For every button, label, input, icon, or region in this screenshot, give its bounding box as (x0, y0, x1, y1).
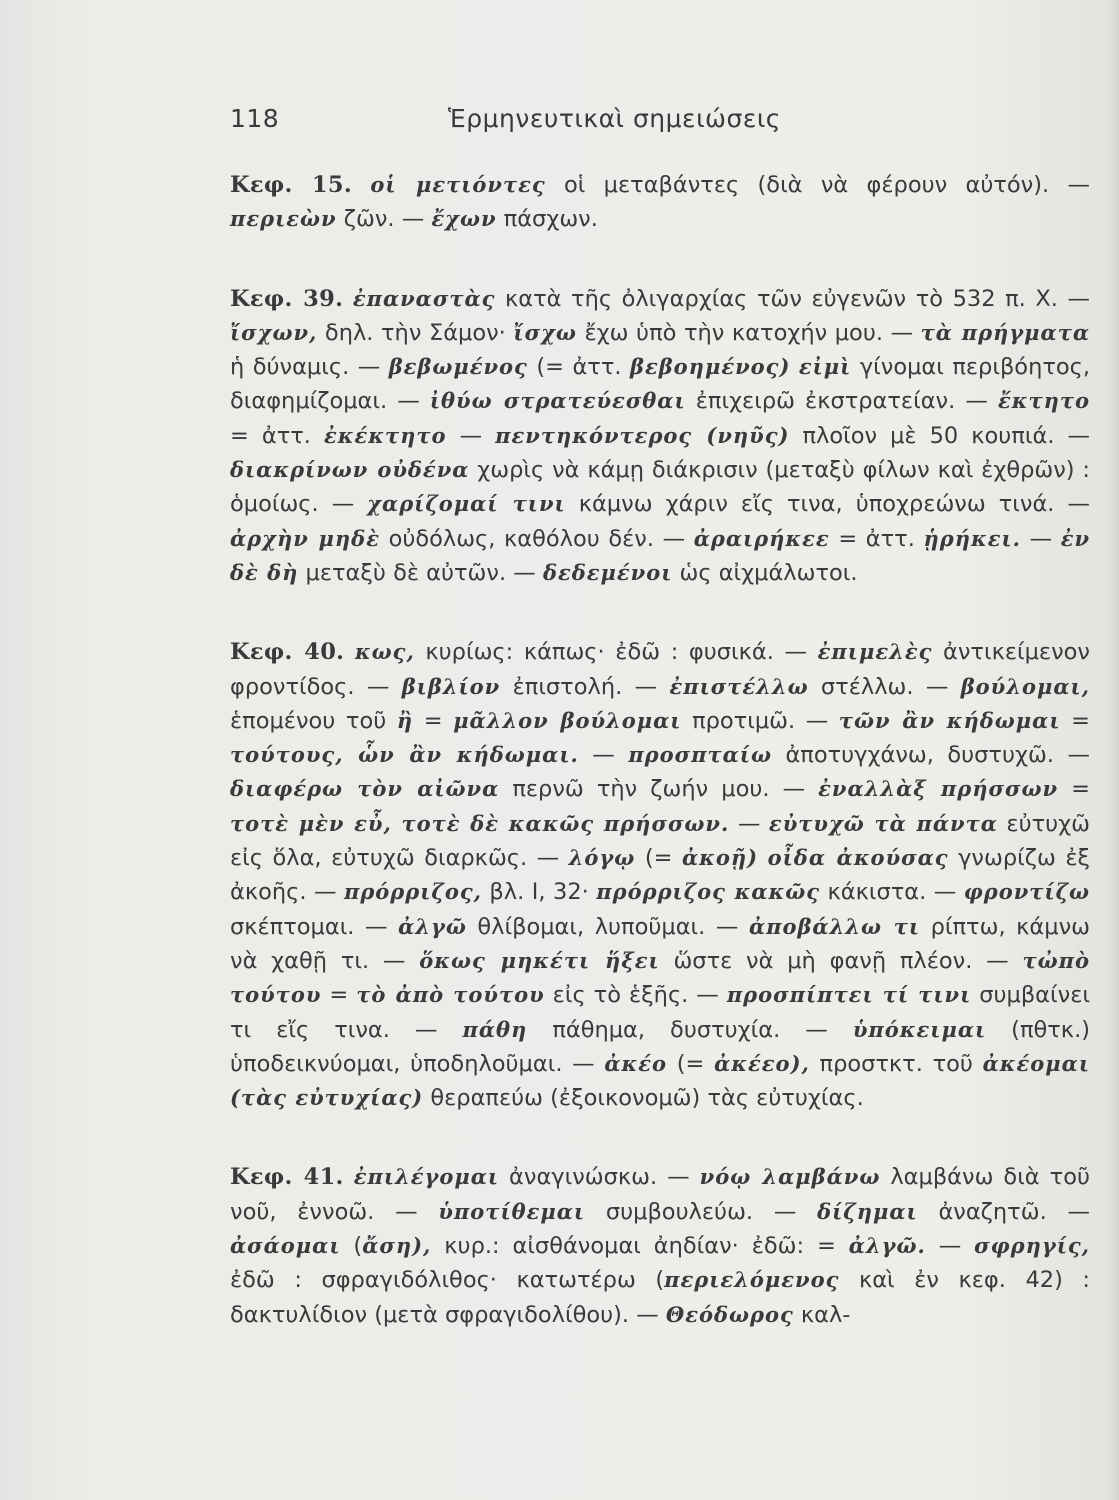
lemma-term: Θεόδωρος (665, 1301, 794, 1327)
gloss-text: κυρίως: κάπως· ἐδῶ : φυσικά. — (414, 639, 818, 666)
lemma-term: βιβλίον (401, 673, 501, 699)
gloss-text: ζῶν. — (336, 206, 432, 233)
lemma-term: ἀκοῇ) (681, 845, 759, 871)
gloss-text: = (1060, 707, 1090, 734)
gloss-text: — (446, 422, 496, 449)
lemma-term: πεντηκόντερος (νηῦς) (495, 422, 790, 448)
page-number: 118 (230, 104, 280, 133)
gloss-text: οἱ μεταβάντες (διὰ νὰ φέρουν αὐτόν). — (545, 172, 1090, 198)
gloss-text: θεραπεύω (ἐξοικονομῶ) τὰς εὐτυχίας. (423, 1085, 864, 1112)
lemma-term: νόῳ λαμβάνω (699, 1164, 881, 1190)
gloss-text: ( (340, 1233, 363, 1260)
lemma-term: τὠπὸ τούτου (230, 947, 1090, 1008)
gloss-text: ἔχω ὑπὸ τὴν κατοχήν μου. — (576, 319, 921, 346)
running-title: Ἑρμηνευτικαὶ σημειώσεις (448, 104, 781, 133)
lemma-term: περιελόμενος (664, 1267, 840, 1293)
lemma-term: εὐτυχῶ τὰ πάντα (768, 810, 998, 836)
lemma-term: ἀρχὴν μηδὲ (230, 525, 380, 551)
gloss-text: = (321, 982, 357, 1009)
commentary-text (230, 168, 1090, 1377)
gloss-text: εὐτυχῶ εἰς ὅλα, εὐτυχῶ διαρκῶς. — (230, 810, 1091, 872)
chapter-paragraph (230, 1160, 1090, 1331)
gloss-text: — (729, 810, 769, 837)
chapter-paragraph (230, 635, 1090, 1115)
gloss-text: συμβουλεύω. — (585, 1198, 818, 1225)
gloss-text: συμβαίνει τι εἴς τινα. — (230, 982, 1090, 1043)
lemma-term: δίζημαι (817, 1198, 918, 1224)
gloss-text: ἡ δύναμις. — (230, 354, 389, 381)
gloss-text: ἀποτυγχάνω, δυστυχῶ. — (771, 742, 1090, 769)
lemma-term: διαφέρω τὸν αἰῶνα (230, 776, 500, 802)
lemma-term: ὅκως μηκέτι ἥξει (419, 947, 660, 973)
gloss-text: = (1058, 776, 1091, 803)
gloss-text (790, 354, 798, 380)
gloss-text: κατὰ τῆς ὀλιγαρχίας τῶν εὐγενῶν τὸ 532 π. Χ. — (495, 285, 1091, 312)
gloss-text: καὶ ἐν κεφ. 42) : δακτυλίδιον (μετὰ σφραγιδολίθου). — (230, 1267, 1090, 1328)
lemma-term: τοτὲ μὲν εὖ, τοτὲ δὲ κακῶς πρήσσων. (230, 810, 730, 836)
lemma-term: διακρίνων οὐδένα (230, 457, 470, 483)
chapter-reference: Κεφ. 40. (230, 639, 345, 666)
lemma-term: περιεὼν (230, 206, 337, 232)
gloss-text: καλ- (793, 1301, 851, 1328)
lemma-term: κως, (354, 639, 415, 665)
lemma-term: ἐπαναστὰς (352, 285, 496, 311)
lemma-term: τὰ πρήγματα (920, 319, 1090, 345)
gloss-text: ὥστε νὰ μὴ φανῇ πλέον. — (659, 947, 1023, 974)
lemma-term: ἀσάομαι (230, 1233, 341, 1259)
lemma-term: οἱ μετιόντες (370, 172, 546, 197)
lemma-term: δεδεμένοι (542, 559, 673, 585)
lemma-term: χαρίζομαί τινι (367, 491, 566, 517)
gloss-text: = ἀττ. (230, 422, 324, 449)
lemma-term: οἶδα ἀκούσας (767, 845, 949, 871)
gloss-text: — (578, 742, 629, 769)
lemma-term: ὑποτίθεμαι (438, 1198, 586, 1224)
page-edge (1105, 0, 1119, 1500)
gloss-text: ἀντικείμενον φροντίδος. — (230, 639, 1090, 700)
chapter-paragraph (230, 282, 1090, 591)
lemma-term: ἴσχω (513, 319, 577, 345)
gloss-text: πλοῖον μὲ 50 κουπιά. — (789, 422, 1090, 449)
lemma-term: ἴσχων, (230, 319, 318, 345)
gloss-text: γνωρίζω ἐξ ἀκοῆς. — (230, 845, 1091, 906)
lemma-term: ἀκέομαι (τὰς εὐτυχίας) (230, 1050, 1090, 1111)
gloss-text: = ἀττ. (829, 525, 924, 552)
gloss-text: πάσχων. (496, 206, 598, 233)
lemma-term: ἀλγῶ. (848, 1233, 926, 1259)
gloss-text: ἐπιστολή. — (500, 673, 670, 700)
lemma-term: τούτους, ὧν ἂν κήδωμαι. (230, 742, 579, 768)
lemma-term: σφρηγίς, (974, 1233, 1090, 1259)
gloss-text: (= (667, 1050, 715, 1077)
lemma-term: ἀκέο (604, 1050, 668, 1076)
lemma-term: ἐπιμελὲς (817, 639, 933, 665)
gloss-text: κυρ.: αἰσθάνομαι ἀηδίαν· ἐδῶ: = (431, 1233, 849, 1260)
gloss-text: λαμβάνω διὰ τοῦ νοῦ, ἐννοῶ. — (230, 1164, 1090, 1225)
lemma-term: ἀποβάλλω τι (748, 913, 921, 939)
lemma-term: ἐπιστέλλω (669, 673, 809, 699)
lemma-term: ἀραιρήκεε (693, 525, 830, 551)
lemma-term: πρόρριζος κακῶς (596, 879, 821, 905)
gloss-text: χωρὶς νὰ κάμῃ διάκρισιν (μεταξὺ φίλων καὶ ἐχθρῶν) : ὁμοίως. — (230, 457, 1090, 518)
gloss-text: ρίπτω, κάμνω νὰ χαθῇ τι. — (230, 913, 1090, 974)
gloss-text: γίνομαι περιβόητος, διαφημίζομαι. — (230, 354, 1090, 415)
gloss-text: οὐδόλως, καθόλου δέν. — (379, 525, 694, 552)
chapter-reference: Κεφ. 41. (230, 1164, 344, 1191)
lemma-term: ἐν δὲ δὴ (230, 525, 1091, 585)
gloss-text: πάθημα, δυστυχία. — (527, 1016, 853, 1043)
lemma-term: ὑπόκειμαι (852, 1016, 987, 1042)
lemma-term: ἔχων (431, 206, 497, 232)
gloss-text: θλίβομαι, λυποῦμαι. — (466, 913, 749, 940)
gloss-text: μεταξὺ δὲ αὐτῶν. — (298, 559, 543, 586)
gloss-text: ἀναγινώσκω. — (499, 1164, 700, 1191)
gloss-text: προτιμῶ. — (681, 707, 839, 734)
lemma-term: λόγῳ (568, 845, 636, 871)
gloss-text: στέλλω. — (808, 673, 961, 700)
lemma-term: πρόρριζος, (343, 879, 482, 905)
gloss-text: (πθτκ.) ὑποδεικνύομαι, ὑποδηλοῦμαι. — (230, 1016, 1090, 1077)
gloss-text: δηλ. τὴν Σάμον· (317, 319, 514, 346)
lemma-term: πάθη (462, 1016, 528, 1042)
gloss-text: = (413, 707, 454, 734)
lemma-term: ἀλγῶ (398, 913, 467, 939)
lemma-term: προσπίπτει τί τινι (726, 982, 972, 1008)
lemma-term: προσπταίω (628, 742, 772, 768)
gloss-text: εἰς τὸ ἑξῆς. — (544, 982, 727, 1009)
lemma-term: ᾑρήκει. (923, 525, 1021, 551)
chapter-reference: Κεφ. 15. (230, 172, 352, 198)
lemma-term: βεβωμένος (388, 354, 528, 380)
lemma-term: μᾶλλον βούλομαι (453, 707, 682, 733)
gloss-text: κάμνω χάριν εἴς τινα, ὑποχρεώνω τινά. — (565, 491, 1090, 518)
lemma-term: ἰθύω στρατεύεσθαι (429, 388, 686, 414)
lemma-term: ἄση), (362, 1233, 432, 1259)
gloss-text: ὡς αἰχμάλωτοι. (672, 559, 858, 586)
lemma-term: φροντίζω (963, 879, 1091, 905)
lemma-term: ἐπιλέγομαι (353, 1164, 500, 1190)
gloss-text: ἐδῶ : σφραγιδόλιθος· κατωτέρω ( (230, 1267, 665, 1294)
gloss-text (758, 845, 768, 871)
lemma-term: εἰμὶ (798, 354, 852, 380)
lemma-term: ἐναλλὰξ πρήσσων (818, 776, 1059, 802)
gloss-text: — (925, 1233, 975, 1260)
lemma-term: τὸ ἀπὸ τούτου (356, 982, 545, 1008)
gloss-text: ἀναζητῶ. — (917, 1198, 1090, 1225)
lemma-term: βεβοημένος) (630, 354, 791, 380)
gloss-text: (= (635, 845, 682, 872)
gloss-text: προστκτ. τοῦ (809, 1050, 983, 1077)
lemma-term: ἢ (396, 707, 414, 733)
gloss-text: ἐπιχειρῶ ἐκστρατείαν. — (685, 388, 998, 415)
gloss-text: (= ἀττ. (527, 354, 631, 381)
lemma-term: ἔκτητο (997, 388, 1090, 414)
lemma-term: τῶν ἂν κήδωμαι (838, 707, 1061, 733)
gloss-text: σκέπτομαι. — (230, 913, 399, 940)
gloss-text: περνῶ τὴν ζωήν μου. — (499, 776, 819, 803)
gloss-text: βλ. I, 32· (481, 879, 597, 906)
gloss-text: — (1020, 525, 1061, 552)
chapter-paragraph (230, 168, 1090, 237)
lemma-term: βούλομαι, (960, 673, 1090, 699)
gloss-text: κάκιστα. — (820, 879, 964, 906)
lemma-term: ἀκέεο), (714, 1050, 810, 1076)
lemma-term: ἐκέκτητο (324, 422, 447, 448)
page-header (230, 104, 1110, 144)
chapter-reference: Κεφ. 39. (230, 285, 344, 312)
gloss-text: ἑπομένου τοῦ (230, 707, 397, 734)
